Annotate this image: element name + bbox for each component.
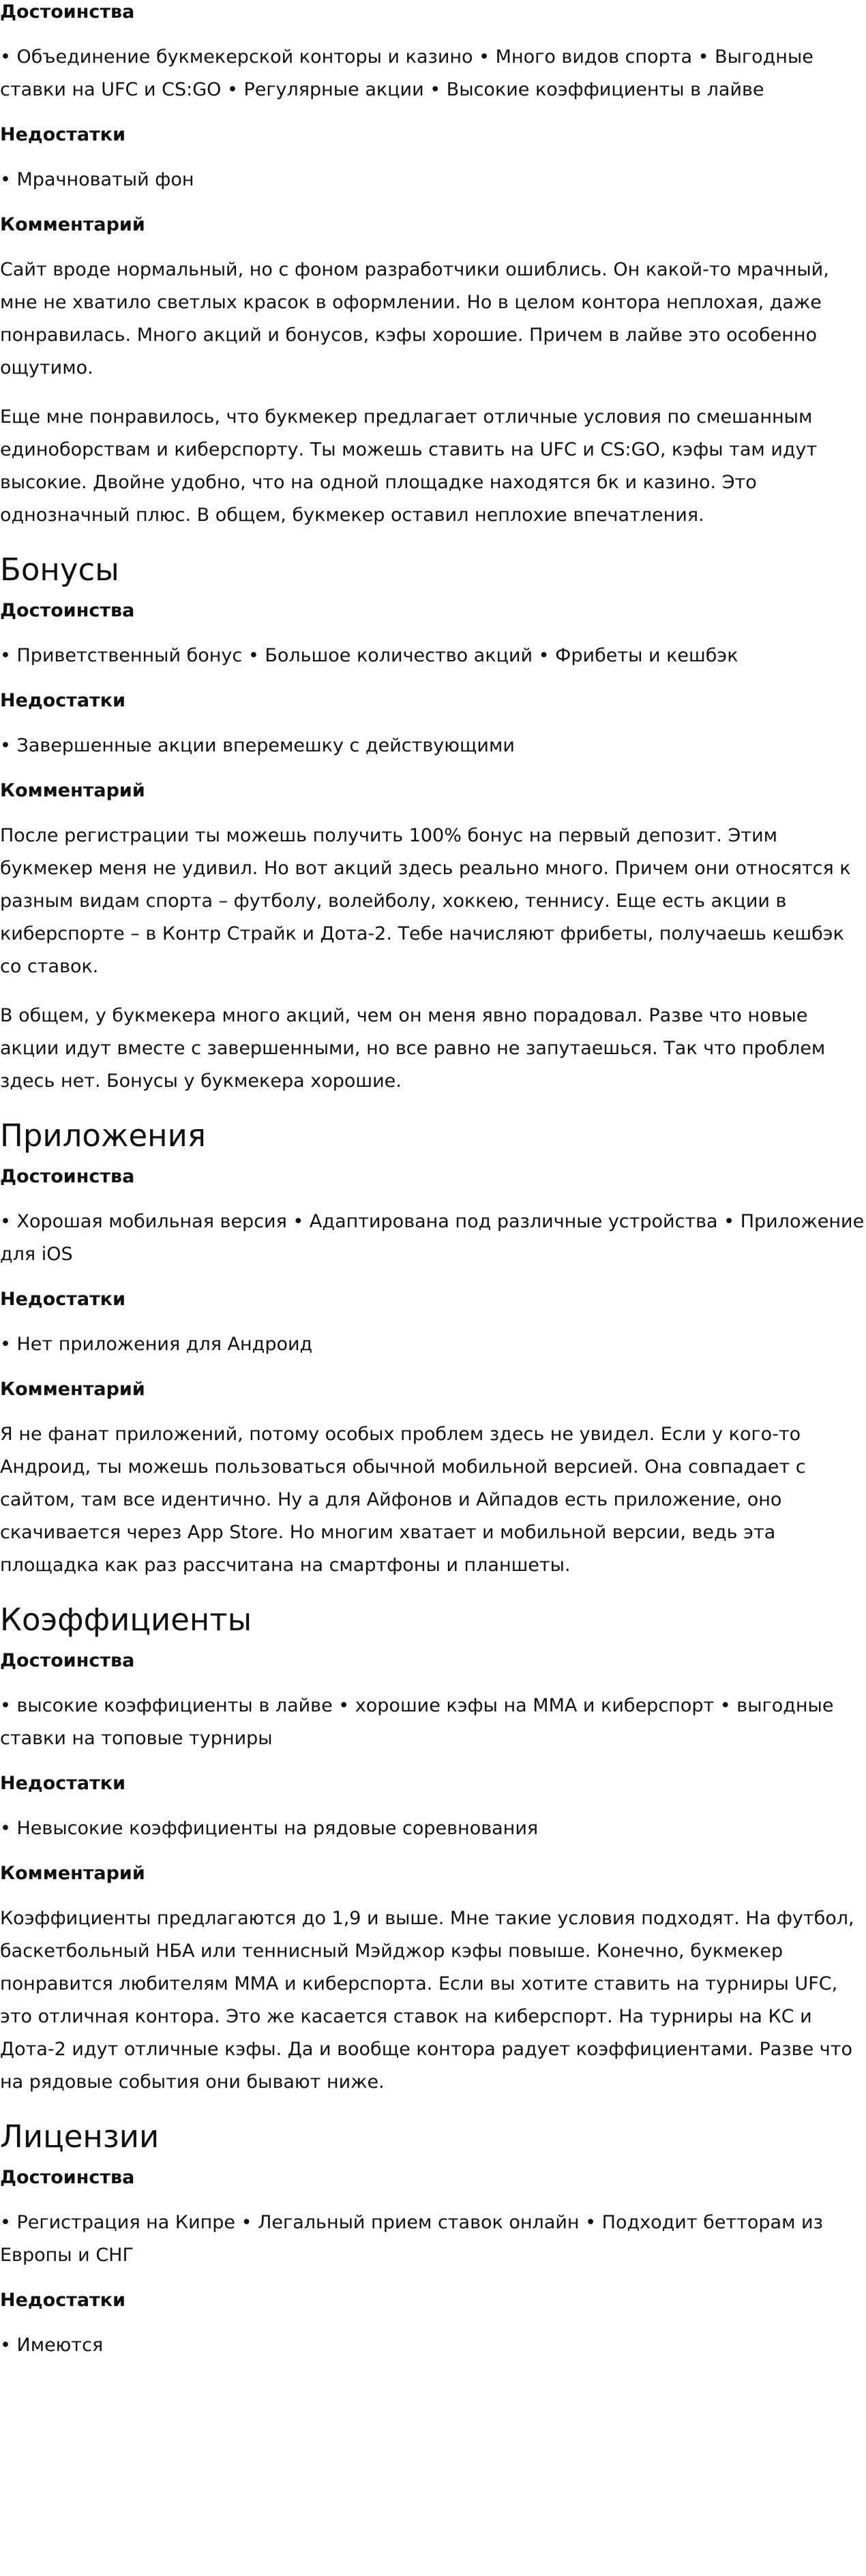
cons-text: • Нет приложения для Андроид [0,1334,313,1355]
comment-paragraph: Сайт вроде нормальный, но с фоном разработчики ошиблись. Он какой-то мрачный, мне не хватило светлых красок в оформлении. Но в целом контора неплохая, даже понравилась. Много акций и бонусов, кэфы хорошие. Причем в лайве это особенно ощутимо. [0,259,829,378]
comment-paragraph: Я не фанат приложений, потому особых проблем здесь не увидел. Если у кого-то Андроид, ты можешь пользоваться обычной мобильной версией. Она совпадает с сайтом, там все идентично. Ну а для Айфонов и Айпадов есть приложение, оно скачивается через App Store. Но многим хватает и мобильной версии, ведь эта площадка как раз рассчитана на смартфоны и планшеты. [0,1424,806,1576]
cons-text: • Завершенные акции вперемешку с действующими [0,735,515,756]
comment-paragraph: Коэффициенты предлагаются до 1,9 и выше. Мне такие условия подходят. На футбол, баскетбольный НБА или теннисный Мэйджор кэфы повыше. Конечно, букмекер понравится любителям ММА и киберспорта. Если вы хотите ставить на турниры UFC, это отличная контора. Это же касается ставок на киберспорт. На турниры на КС и Дота-2 идут отличные кэфы. Да и вообще контора радует коэффициентами. Разве что на рядовые события они бывают ниже. [0,1908,854,2093]
pros-label: Достоинства [0,1650,135,1671]
licenses-section [0,2118,865,2362]
section-title-odds: Коэффициенты [0,1602,252,1638]
comment-label: Комментарий [0,1863,145,1884]
pros-text: • Объединение букмекерской конторы и казино • Много видов спорта • Выгодные ставки на UFC и CS:GO • Регулярные акции • Высокие коэффициенты в лайве [0,46,813,100]
pros-label: Достоинства [0,1166,135,1187]
pros-label: Достоинства [0,2167,135,2188]
cons-text: • Невысокие коэффициенты на рядовые соревнования [0,1818,539,1839]
cons-label: Недостатки [0,1289,126,1310]
apps-section [0,1117,865,1582]
comment-label: Комментарий [0,214,145,235]
section-title-licenses: Лицензии [0,2118,160,2155]
section-title-bonuses: Бонусы [0,552,119,588]
comment-label: Комментарий [0,1379,145,1400]
cons-label: Недостатки [0,1773,126,1794]
cons-text: • Мрачноватый фон [0,169,194,190]
section-title-apps: Приложения [0,1118,206,1154]
comment-label: Комментарий [0,780,145,801]
cons-text: • Имеются [0,2335,104,2356]
pros-text: • Хорошая мобильная версия • Адаптирована под различные устройства • Приложение для iOS [0,1211,865,1265]
cons-label: Недостатки [0,690,126,711]
bonuses-section [0,551,865,1098]
intro-section [0,0,865,532]
comment-paragraph: В общем, у букмекера много акций, чем он меня явно порадовал. Разве что новые акции идут вместе с завершенными, но все равно не запутаешься. Так что проблем здесь нет. Бонусы у букмекера хорошие. [0,1005,826,1092]
pros-text: • Приветственный бонус • Большое количество акций • Фрибеты и кешбэк [0,645,738,666]
cons-label: Недостатки [0,124,126,145]
pros-label: Достоинства [0,1,135,23]
odds-section [0,1601,865,2099]
comment-paragraph: После регистрации ты можешь получить 100% бонус на первый депозит. Этим букмекер меня не удивил. Но вот акций здесь реально много. Причем они относятся к разным видам спорта – футболу, волейболу, хоккею, теннису. Еще есть акции в киберспорте – в Контр Страйк и Дота-2. Тебе начисляют фрибеты, получаешь кешбэк со ставок. [0,825,851,977]
pros-label: Достоинства [0,600,135,621]
pros-text: • Регистрация на Кипре • Легальный прием ставок онлайн • Подходит бетторам из Европы и СНГ [0,2212,823,2266]
pros-text: • высокие коэффициенты в лайве • хорошие кэфы на ММА и киберспорт • выгодные ставки на топовые турниры [0,1695,834,1749]
cons-label: Недостатки [0,2290,126,2311]
comment-paragraph: Еще мне понравилось, что букмекер предлагает отличные условия по смешанным единоборствам и киберспорту. Ты можешь ставить на UFC и CS:GO, кэфы там идут высокие. Двойне удобно, что на одной площадке находятся бк и казино. Это однозначный плюс. В общем, букмекер оставил неплохие впечатления. [0,406,818,526]
